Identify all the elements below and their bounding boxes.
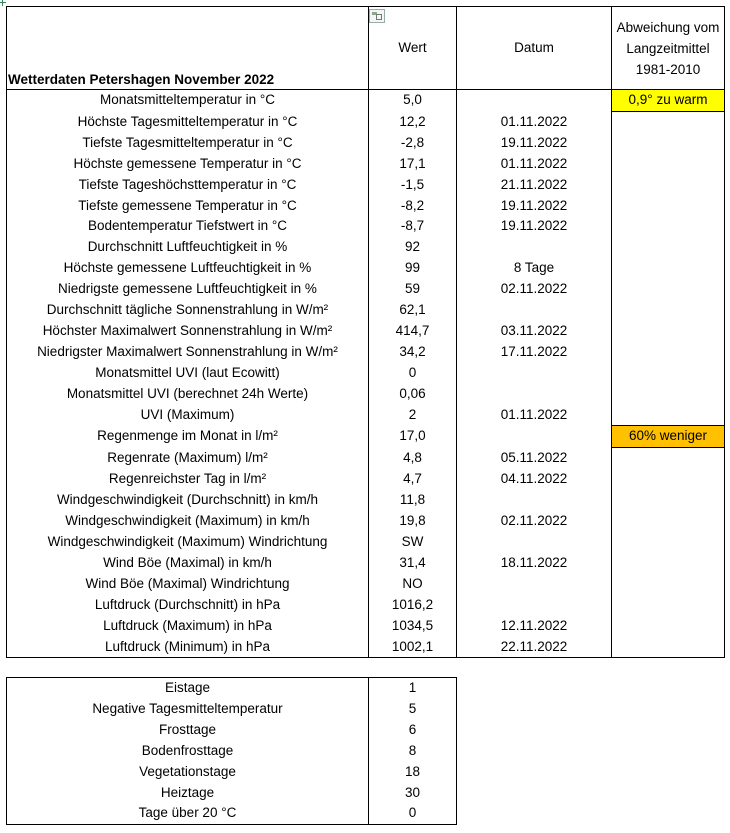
row-value-cell[interactable]: NO [369,574,457,595]
table-row [7,342,725,363]
row-date-cell[interactable] [457,574,612,595]
row-value-cell[interactable]: 99 [369,258,457,279]
row-value-cell[interactable]: 11,8 [369,490,457,511]
row-deviation-cell[interactable] [612,574,725,595]
table-row [7,574,725,595]
summary-row [7,783,457,804]
row-deviation-cell[interactable] [612,279,725,300]
row-date-cell[interactable]: 17.11.2022 [457,342,612,363]
table-row [7,175,725,196]
row-value-cell[interactable]: 17,0 [369,426,457,448]
row-deviation-cell[interactable] [612,637,725,658]
table-row [7,321,725,342]
row-date-cell[interactable] [457,384,612,405]
summary-label-cell[interactable]: Bodenfrosttage [7,741,369,762]
table-row [7,133,725,154]
autofilter-icon[interactable] [369,9,385,23]
row-date-cell[interactable] [457,300,612,321]
row-value-cell[interactable]: 59 [369,279,457,300]
row-date-cell[interactable]: 12.11.2022 [457,616,612,637]
header-abweichung[interactable]: Abweichung vom Langzeitmittel 1981-2010 [612,7,725,90]
row-deviation-cell[interactable] [612,111,725,132]
row-date-cell[interactable]: 05.11.2022 [457,448,612,469]
row-label-cell[interactable]: Durchschnitt Luftfeuchtigkeit in % [7,237,369,258]
table-title[interactable]: Wetterdaten Petershagen November 2022 [7,7,369,90]
table-row [7,616,725,637]
table-row [7,511,725,532]
row-value-cell[interactable]: 19,8 [369,511,457,532]
row-date-cell[interactable]: 22.11.2022 [457,637,612,658]
summary-value-cell[interactable]: 8 [369,741,457,762]
row-label-cell[interactable]: Wind Böe (Maximal) Windrichtung [7,574,369,595]
row-label-cell[interactable]: Monatsmittel UVI (laut Ecowitt) [7,363,369,384]
row-value-cell[interactable]: 1034,5 [369,616,457,637]
row-deviation-cell[interactable] [612,384,725,405]
header-row [7,7,725,90]
table-row [7,111,725,132]
row-label-cell[interactable]: Niedrigster Maximalwert Sonnenstrahlung in W/m² [7,342,369,363]
row-label-cell[interactable]: Luftdruck (Durchschnitt) in hPa [7,595,369,616]
summary-label-cell[interactable]: Vegetationstage [7,762,369,783]
summary-value-cell[interactable]: 1 [369,678,457,699]
row-deviation-cell[interactable] [612,196,725,217]
row-value-cell[interactable]: 1002,1 [369,637,457,658]
row-deviation-cell[interactable] [612,405,725,426]
summary-value-cell[interactable]: 6 [369,720,457,741]
table-row [7,595,725,616]
row-date-cell[interactable]: 01.11.2022 [457,154,612,175]
row-label-cell[interactable]: Durchschnitt tägliche Sonnenstrahlung in W/m² [7,300,369,321]
summary-value-cell[interactable]: 0 [369,803,457,824]
row-deviation-cell[interactable] [612,469,725,490]
row-deviation-cell[interactable] [612,363,725,384]
row-deviation-cell[interactable] [612,258,725,279]
row-value-cell[interactable]: 5,0 [369,90,457,112]
table-row [7,448,725,469]
summary-row [7,803,457,824]
summary-row [7,720,457,741]
header-wert[interactable] [369,7,457,90]
row-value-cell[interactable]: 31,4 [369,553,457,574]
table-row [7,490,725,511]
row-date-cell[interactable] [457,595,612,616]
row-value-cell[interactable]: 34,2 [369,342,457,363]
table-row [7,426,725,448]
row-date-cell[interactable]: 01.11.2022 [457,405,612,426]
row-label-cell[interactable]: Tiefste Tagesmitteltemperatur in °C [7,133,369,154]
table-row [7,216,725,237]
row-date-cell[interactable]: 18.11.2022 [457,553,612,574]
summary-label-cell[interactable]: Heiztage [7,783,369,804]
row-deviation-cell[interactable]: 60% weniger [612,426,725,448]
row-value-cell[interactable]: 0,06 [369,384,457,405]
table-row [7,237,725,258]
summary-label-cell[interactable]: Eistage [7,678,369,699]
row-value-cell[interactable]: -1,5 [369,175,457,196]
row-value-cell[interactable]: 4,8 [369,448,457,469]
day-count-table [6,677,457,825]
row-label-cell[interactable]: Regenreichster Tag in l/m² [7,469,369,490]
summary-value-cell[interactable]: 18 [369,762,457,783]
row-value-cell[interactable]: 92 [369,237,457,258]
row-label-cell[interactable]: Höchster Maximalwert Sonnenstrahlung in W/m² [7,321,369,342]
row-deviation-cell[interactable] [612,595,725,616]
summary-row [7,699,457,720]
header-datum[interactable]: Datum [457,7,612,90]
row-date-cell[interactable]: 02.11.2022 [457,279,612,300]
row-date-cell[interactable]: 02.11.2022 [457,511,612,532]
table-row [7,384,725,405]
table-row [7,196,725,217]
row-value-cell[interactable]: 1016,2 [369,595,457,616]
row-deviation-cell[interactable] [612,216,725,237]
row-value-cell[interactable]: 17,1 [369,154,457,175]
row-value-cell[interactable]: 414,7 [369,321,457,342]
row-date-cell[interactable]: 8 Tage [457,258,612,279]
row-label-cell[interactable]: Höchste Tagesmitteltemperatur in °C [7,111,369,132]
table-row [7,637,725,658]
row-label-cell[interactable]: Windgeschwindigkeit (Maximum) in km/h [7,511,369,532]
row-deviation-cell[interactable] [612,511,725,532]
row-value-cell[interactable]: -8,2 [369,196,457,217]
row-value-cell[interactable]: 12,2 [369,111,457,132]
summary-value-cell[interactable]: 5 [369,699,457,720]
row-date-cell[interactable] [457,90,612,112]
row-label-cell[interactable]: Niedrigste gemessene Luftfeuchtigkeit in % [7,279,369,300]
table-row [7,405,725,426]
row-date-cell[interactable] [457,490,612,511]
row-date-cell[interactable]: 21.11.2022 [457,175,612,196]
row-deviation-cell[interactable] [612,342,725,363]
row-label-cell[interactable]: Monatsmittel UVI (berechnet 24h Werte) [7,384,369,405]
table-row [7,258,725,279]
table-row [7,363,725,384]
row-label-cell[interactable]: Monatsmitteltemperatur in °C [7,90,369,112]
table-row [7,469,725,490]
row-date-cell[interactable]: 01.11.2022 [457,111,612,132]
row-value-cell[interactable]: -8,7 [369,216,457,237]
row-deviation-cell[interactable] [612,237,725,258]
summary-label-cell[interactable]: Tage über 20 °C [7,803,369,824]
row-label-cell[interactable]: UVI (Maximum) [7,405,369,426]
row-label-cell[interactable]: Windgeschwindigkeit (Maximum) Windrichtung [7,532,369,553]
row-label-cell[interactable]: Höchste gemessene Temperatur in °C [7,154,369,175]
row-date-cell[interactable]: 03.11.2022 [457,321,612,342]
row-deviation-cell[interactable]: 0,9° zu warm [612,90,725,112]
row-date-cell[interactable]: 19.11.2022 [457,133,612,154]
row-label-cell[interactable]: Regenrate (Maximum) l/m² [7,448,369,469]
row-value-cell[interactable]: 4,7 [369,469,457,490]
row-label-cell[interactable]: Höchste gemessene Luftfeuchtigkeit in % [7,258,369,279]
row-label-cell[interactable]: Tiefste Tageshöchsttemperatur in °C [7,175,369,196]
row-label-cell[interactable]: Tiefste gemessene Temperatur in °C [7,196,369,217]
row-label-cell[interactable]: Luftdruck (Minimum) in hPa [7,637,369,658]
summary-value-cell[interactable]: 30 [369,783,457,804]
row-value-cell[interactable]: 0 [369,363,457,384]
row-deviation-cell[interactable] [612,553,725,574]
row-deviation-cell[interactable] [612,154,725,175]
row-label-cell[interactable]: Luftdruck (Maximum) in hPa [7,616,369,637]
row-label-cell[interactable]: Bodentemperatur Tiefstwert in °C [7,216,369,237]
row-deviation-cell[interactable] [612,532,725,553]
table-row [7,90,725,112]
row-label-cell[interactable]: Regenmenge im Monat in l/m² [7,426,369,448]
row-deviation-cell[interactable] [612,490,725,511]
row-value-cell[interactable]: 2 [369,405,457,426]
row-date-cell[interactable]: 04.11.2022 [457,469,612,490]
row-deviation-cell[interactable] [612,175,725,196]
row-date-cell[interactable] [457,363,612,384]
header-wert-label: Wert [398,40,427,55]
row-deviation-cell[interactable] [612,321,725,342]
row-value-cell[interactable]: SW [369,532,457,553]
table-row [7,532,725,553]
table-row [7,279,725,300]
row-date-cell[interactable]: 19.11.2022 [457,216,612,237]
weather-data-table [6,6,725,658]
row-date-cell[interactable] [457,426,612,448]
row-value-cell[interactable]: 62,1 [369,300,457,321]
row-deviation-cell[interactable] [612,133,725,154]
summary-row [7,762,457,783]
summary-label-cell[interactable]: Negative Tagesmitteltemperatur [7,699,369,720]
row-deviation-cell[interactable] [612,300,725,321]
row-label-cell[interactable]: Windgeschwindigkeit (Durchschnitt) in km/h [7,490,369,511]
summary-label-cell[interactable]: Frosttage [7,720,369,741]
row-label-cell[interactable]: Wind Böe (Maximal) in km/h [7,553,369,574]
row-value-cell[interactable]: -2,8 [369,133,457,154]
table-row [7,553,725,574]
table-row [7,300,725,321]
summary-row [7,678,457,699]
summary-row [7,741,457,762]
table-row [7,154,725,175]
row-date-cell[interactable]: 19.11.2022 [457,196,612,217]
row-deviation-cell[interactable] [612,616,725,637]
row-date-cell[interactable] [457,237,612,258]
row-date-cell[interactable] [457,532,612,553]
row-deviation-cell[interactable] [612,448,725,469]
